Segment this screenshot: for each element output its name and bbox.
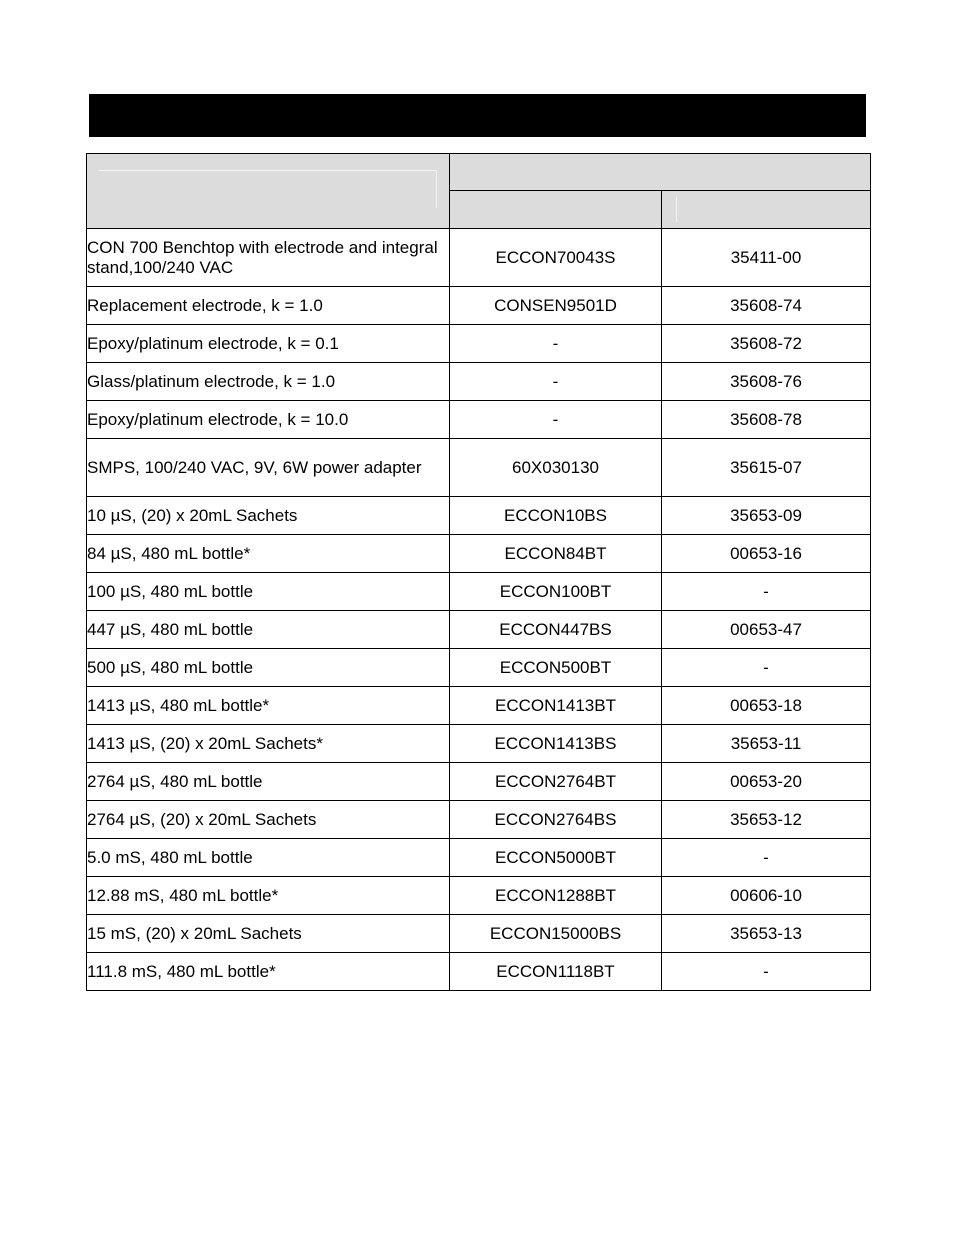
row-code-a: 60X030130 (450, 439, 662, 497)
row-code-a: ECCON15000BS (450, 915, 662, 953)
row-code-b: 35608-76 (662, 363, 871, 401)
row-code-a: - (450, 401, 662, 439)
table-row (87, 535, 871, 573)
table-row (87, 953, 871, 991)
row-code-a: CONSEN9501D (450, 287, 662, 325)
row-code-b: - (662, 839, 871, 877)
order-code-group-header (450, 154, 871, 191)
row-description: Epoxy/platinum electrode, k = 10.0 (87, 401, 450, 439)
row-description: SMPS, 100/240 VAC, 9V, 6W power adapter (87, 439, 450, 497)
row-description: 1413 µS, (20) x 20mL Sachets* (87, 725, 450, 763)
row-code-b: 35608-78 (662, 401, 871, 439)
table-row (87, 497, 871, 535)
table-row (87, 325, 871, 363)
row-code-b: 00653-20 (662, 763, 871, 801)
row-code-a: ECCON1413BT (450, 687, 662, 725)
table-row (87, 763, 871, 801)
table-row (87, 229, 871, 287)
row-description: 500 µS, 480 mL bottle (87, 649, 450, 687)
row-code-a: ECCON1118BT (450, 953, 662, 991)
table-row (87, 725, 871, 763)
row-description: 111.8 mS, 480 mL bottle* (87, 953, 450, 991)
row-code-b: 35653-13 (662, 915, 871, 953)
row-code-b: 35411-00 (662, 229, 871, 287)
table-row (87, 877, 871, 915)
table-row (87, 363, 871, 401)
description-header (87, 154, 450, 229)
row-code-a: ECCON5000BT (450, 839, 662, 877)
row-description: 447 µS, 480 mL bottle (87, 611, 450, 649)
row-code-b: 35608-72 (662, 325, 871, 363)
row-description: Replacement electrode, k = 1.0 (87, 287, 450, 325)
row-code-b: 35615-07 (662, 439, 871, 497)
row-code-b: 00653-18 (662, 687, 871, 725)
row-code-a: - (450, 363, 662, 401)
row-code-a: ECCON1413BS (450, 725, 662, 763)
row-description: 2764 µS, 480 mL bottle (87, 763, 450, 801)
row-code-a: ECCON2764BS (450, 801, 662, 839)
table-row (87, 611, 871, 649)
row-code-a: ECCON10BS (450, 497, 662, 535)
row-description: Epoxy/platinum electrode, k = 0.1 (87, 325, 450, 363)
row-code-b: 35653-11 (662, 725, 871, 763)
parts-table-body (87, 229, 871, 991)
title-bar (89, 94, 866, 137)
table-row (87, 287, 871, 325)
parts-table (86, 153, 871, 991)
order-code-b-header (662, 191, 871, 229)
row-description: 10 µS, (20) x 20mL Sachets (87, 497, 450, 535)
table-row (87, 839, 871, 877)
row-code-a: ECCON100BT (450, 573, 662, 611)
row-code-a: ECCON70043S (450, 229, 662, 287)
table-row (87, 573, 871, 611)
table-row (87, 915, 871, 953)
row-description: 5.0 mS, 480 mL bottle (87, 839, 450, 877)
row-code-b: 00606-10 (662, 877, 871, 915)
row-code-b: 00653-47 (662, 611, 871, 649)
row-code-b: 35653-12 (662, 801, 871, 839)
row-code-a: ECCON1288BT (450, 877, 662, 915)
row-code-b: - (662, 953, 871, 991)
row-code-a: ECCON84BT (450, 535, 662, 573)
table-row (87, 687, 871, 725)
row-description: 1413 µS, 480 mL bottle* (87, 687, 450, 725)
row-description: 2764 µS, (20) x 20mL Sachets (87, 801, 450, 839)
table-row (87, 439, 871, 497)
row-description: CON 700 Benchtop with electrode and integral stand,100/240 VAC (87, 229, 450, 287)
table-row (87, 801, 871, 839)
row-code-b: 35608-74 (662, 287, 871, 325)
order-code-a-header (450, 191, 662, 229)
row-code-b: 35653-09 (662, 497, 871, 535)
row-code-a: - (450, 325, 662, 363)
row-description: 100 µS, 480 mL bottle (87, 573, 450, 611)
row-code-a: ECCON2764BT (450, 763, 662, 801)
row-description: 84 µS, 480 mL bottle* (87, 535, 450, 573)
table-row (87, 401, 871, 439)
row-code-b: - (662, 649, 871, 687)
row-description: Glass/platinum electrode, k = 1.0 (87, 363, 450, 401)
row-description: 12.88 mS, 480 mL bottle* (87, 877, 450, 915)
row-code-a: ECCON500BT (450, 649, 662, 687)
row-code-a: ECCON447BS (450, 611, 662, 649)
table-row (87, 649, 871, 687)
row-description: 15 mS, (20) x 20mL Sachets (87, 915, 450, 953)
row-code-b: - (662, 573, 871, 611)
row-code-b: 00653-16 (662, 535, 871, 573)
